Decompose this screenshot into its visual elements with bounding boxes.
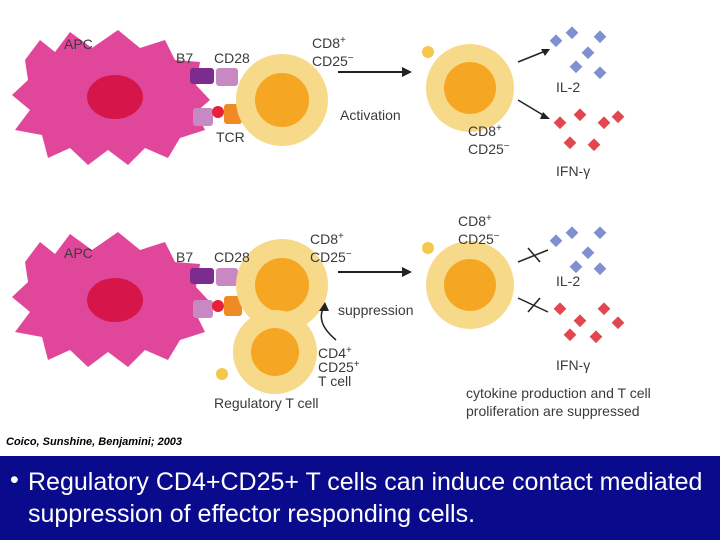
cd25-label-d: CD25− <box>458 231 500 247</box>
suppression-label: suppression <box>338 302 414 318</box>
cd28-label-top: CD28 <box>214 50 250 66</box>
ifn-label-bottom: IFN-γ <box>556 357 591 373</box>
antigen-top <box>212 106 224 118</box>
il2-label-top: IL-2 <box>556 79 581 95</box>
mhc-molecule-top <box>193 108 213 126</box>
cd25-label-a: CD25− <box>312 53 354 69</box>
bullet-icon: • <box>10 466 19 494</box>
footer-banner <box>0 456 720 540</box>
cd8-label-c: CD8+ <box>310 231 344 247</box>
il2-dots-bottom <box>550 226 607 275</box>
suppressed-note-line1: cytokine production and T cell <box>466 385 651 401</box>
b7-label-bottom: B7 <box>176 249 194 265</box>
apc-nucleus-top <box>87 75 143 119</box>
cd4-label: CD4+ <box>318 345 352 361</box>
cd28-molecule-bottom <box>216 268 238 286</box>
b7-molecule-bottom <box>190 268 214 284</box>
activation-label: Activation <box>340 107 401 123</box>
b7-molecule-top <box>190 68 214 84</box>
ifn-dots-bottom <box>554 302 625 343</box>
apc-label-bottom: APC <box>64 245 93 261</box>
t-cell-nucleus-top <box>255 73 309 127</box>
il2-label-bottom: IL-2 <box>556 273 581 289</box>
ifn-dots-top <box>554 108 625 151</box>
cd28-molecule-top <box>216 68 238 86</box>
t-cell-label: T cell <box>318 373 352 389</box>
citation: Coico, Sunshine, Benjamini; 2003 <box>6 436 183 448</box>
cd8-label-a: CD8+ <box>312 35 346 51</box>
suppression-arrow <box>321 306 336 340</box>
b7-label-top: B7 <box>176 50 194 66</box>
il2-dots-top <box>550 26 607 79</box>
tcr-label: TCR <box>216 129 245 145</box>
ifn-label-top: IFN-γ <box>556 163 591 179</box>
cd28-label-bottom: CD28 <box>214 249 250 265</box>
apc-nucleus-bottom <box>87 278 143 322</box>
footer-text: Regulatory CD4+CD25+ T cells can induce contact mediated suppression of effector responding cells. <box>28 468 703 528</box>
cd25-label-b: CD25− <box>468 141 510 157</box>
regulatory-t-cell-label: Regulatory T cell <box>214 395 319 411</box>
suppressed-note-line2: proliferation are suppressed <box>466 403 640 419</box>
cd25-plus-label: CD25+ <box>318 359 360 375</box>
apc-label-top: APC <box>64 36 93 52</box>
cd8-label-d: CD8+ <box>458 213 492 229</box>
mhc-molecule-bottom <box>193 300 213 318</box>
cd25-label-c: CD25− <box>310 249 352 265</box>
cd8-label-b: CD8+ <box>468 123 502 139</box>
